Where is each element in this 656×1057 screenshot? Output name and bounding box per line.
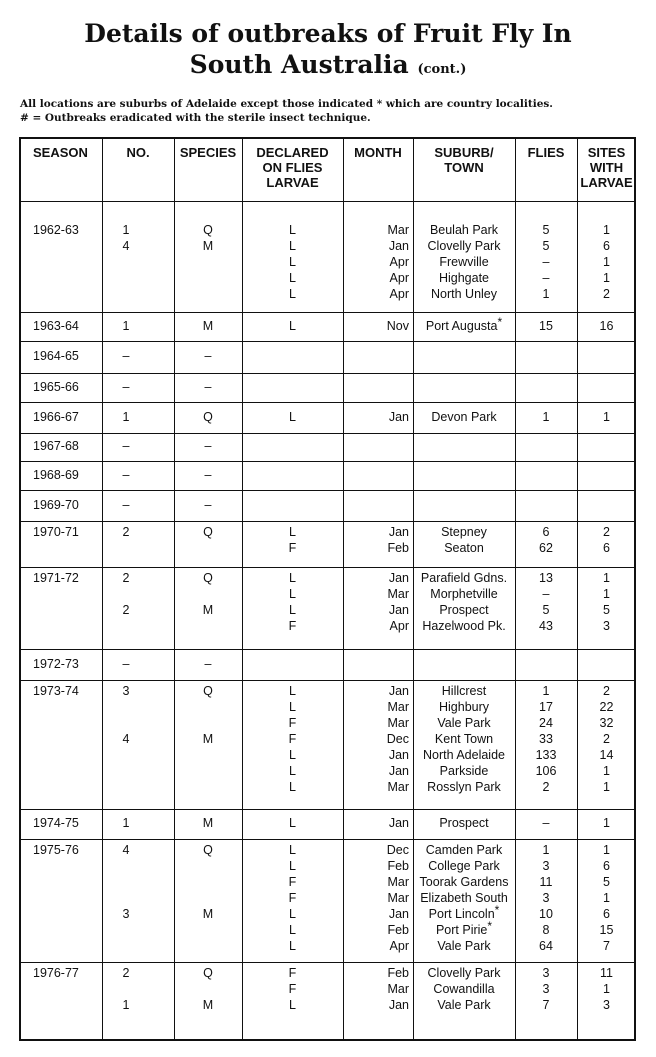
- season-cell: 1965-66: [33, 380, 79, 394]
- flies-cell: 7: [542, 998, 550, 1012]
- species-cell: Q: [203, 843, 213, 857]
- no-cell: 1: [122, 319, 130, 333]
- row-divider: [21, 461, 634, 462]
- flies-cell: 1: [542, 410, 550, 424]
- flies-cell: 3: [542, 982, 550, 996]
- no-cell: –: [122, 657, 130, 671]
- species-cell: Q: [203, 966, 213, 980]
- declared-cell: L: [289, 287, 296, 301]
- sites-cell: 16: [599, 319, 614, 333]
- month-cell: Jan: [388, 764, 409, 778]
- month-cell: Feb: [387, 923, 409, 937]
- declared-cell: F: [288, 966, 297, 980]
- flies-cell: 2: [542, 780, 550, 794]
- species-cell: M: [202, 816, 214, 830]
- town-cell: Prospect: [439, 816, 489, 830]
- row-divider: [21, 649, 634, 650]
- header-no: [102, 145, 174, 160]
- header-line: LARVAE: [580, 175, 633, 190]
- flies-cell: 5: [542, 223, 550, 237]
- declared-cell: F: [288, 716, 297, 730]
- row-divider: [21, 962, 634, 963]
- species-cell: Q: [203, 525, 213, 539]
- town-cell: Frewville: [439, 255, 489, 269]
- no-cell: 2: [122, 525, 130, 539]
- row-divider: [21, 567, 634, 568]
- month-cell: Mar: [387, 780, 409, 794]
- sites-cell: 11: [600, 966, 613, 980]
- species-cell: –: [204, 380, 212, 394]
- town-cell: Devon Park: [431, 410, 497, 424]
- flies-cell: 3: [542, 891, 550, 905]
- title-line-1: Details of outbreaks of Fruit Fly In: [84, 19, 572, 48]
- species-cell: –: [204, 468, 212, 482]
- town-cell: Kent Town: [434, 732, 494, 746]
- species-cell: Q: [203, 684, 213, 698]
- month-cell: Apr: [389, 271, 409, 285]
- declared-cell: L: [289, 780, 296, 794]
- flies-cell: 17: [539, 700, 553, 714]
- town-cell: Camden Park: [425, 843, 503, 857]
- flies-cell: 62: [539, 541, 553, 555]
- note-line-1: All locations are suburbs of Adelaide except those indicated * which are country localities.: [20, 98, 553, 110]
- species-cell: Q: [203, 223, 213, 237]
- season-cell: 1975-76: [33, 843, 79, 857]
- no-cell: –: [122, 468, 130, 482]
- country-locality-mark: *: [494, 903, 500, 917]
- flies-cell: 1: [542, 287, 550, 301]
- row-divider: [21, 839, 634, 840]
- header-line: SITES: [587, 145, 626, 160]
- declared-cell: F: [288, 732, 297, 746]
- sites-cell: 1: [603, 780, 610, 794]
- declared-cell: L: [289, 748, 296, 762]
- month-cell: Jan: [388, 239, 409, 253]
- flies-cell: 15: [539, 319, 553, 333]
- month-cell: Feb: [387, 859, 409, 873]
- no-cell: 2: [122, 571, 130, 585]
- town-cell: Stepney: [441, 525, 487, 539]
- town-cell: Elizabeth South: [420, 891, 508, 905]
- town-cell: Rosslyn Park: [427, 780, 501, 794]
- declared-cell: L: [289, 271, 296, 285]
- sites-cell: 1: [603, 816, 610, 830]
- flies-cell: 43: [539, 619, 553, 633]
- species-cell: M: [202, 907, 214, 921]
- sites-cell: 6: [603, 239, 610, 253]
- no-cell: –: [122, 439, 130, 453]
- month-cell: Apr: [389, 287, 409, 301]
- no-cell: 1: [122, 998, 130, 1012]
- header-line: WITH: [589, 160, 624, 175]
- header-line: DECLARED: [256, 145, 329, 160]
- season-cell: 1966-67: [33, 410, 79, 424]
- no-cell: –: [122, 349, 130, 363]
- flies-cell: 10: [539, 907, 553, 921]
- month-cell: Dec: [386, 843, 409, 857]
- season-cell: 1967-68: [33, 439, 79, 453]
- header-month: [343, 145, 413, 160]
- month-cell: Mar: [387, 716, 409, 730]
- season-cell: 1964-65: [33, 349, 79, 363]
- month-cell: Mar: [387, 982, 409, 996]
- no-cell: 2: [122, 966, 130, 980]
- month-cell: Jan: [388, 748, 409, 762]
- species-cell: M: [202, 239, 214, 253]
- declared-cell: L: [289, 319, 296, 333]
- town-cell: Port Lincoln*: [428, 903, 500, 921]
- town-cell: Cowandilla: [433, 982, 495, 996]
- declared-cell: L: [289, 239, 296, 253]
- declared-cell: F: [288, 619, 297, 633]
- sites-cell: 5: [603, 603, 610, 617]
- town-cell: Hazelwood Pk.: [422, 619, 506, 633]
- sites-cell: 3: [603, 619, 610, 633]
- sites-cell: 1: [603, 764, 610, 778]
- species-cell: M: [202, 603, 214, 617]
- declared-cell: L: [289, 700, 296, 714]
- sites-cell: 5: [603, 875, 610, 889]
- town-cell: Highbury: [438, 700, 490, 714]
- flies-cell: 5: [542, 603, 550, 617]
- header-town: [413, 145, 515, 175]
- declared-cell: F: [288, 982, 297, 996]
- month-cell: Mar: [387, 875, 409, 889]
- sites-cell: 15: [599, 923, 614, 937]
- header-line: LARVAE: [266, 175, 319, 190]
- sites-cell: 1: [603, 571, 610, 585]
- no-cell: 4: [122, 239, 130, 253]
- sites-cell: 2: [603, 525, 610, 539]
- no-cell: 3: [122, 684, 130, 698]
- season-cell: 1971-72: [33, 571, 79, 585]
- season-cell: 1970-71: [33, 525, 79, 539]
- sites-cell: 2: [603, 684, 610, 698]
- declared-cell: L: [289, 525, 296, 539]
- column-divider: [174, 139, 175, 1039]
- month-cell: Feb: [387, 541, 409, 555]
- species-cell: M: [202, 319, 214, 333]
- declared-cell: L: [289, 684, 296, 698]
- town-cell: Vale Park: [437, 716, 491, 730]
- page-title: [0, 18, 656, 85]
- season-cell: 1962-63: [33, 223, 79, 237]
- town-cell: Vale Park: [437, 939, 491, 953]
- flies-cell: 3: [542, 859, 550, 873]
- declared-cell: L: [289, 764, 296, 778]
- town-cell: Toorak Gardens: [419, 875, 509, 889]
- town-cell: Morphetville: [430, 587, 498, 601]
- no-cell: 4: [122, 843, 130, 857]
- note-line-2: # = Outbreaks eradicated with the sterile insect technique.: [20, 112, 371, 124]
- declared-cell: L: [289, 587, 296, 601]
- season-cell: 1968-69: [33, 468, 79, 482]
- month-cell: Nov: [386, 319, 409, 333]
- flies-cell: 1: [542, 684, 550, 698]
- month-cell: Mar: [387, 891, 409, 905]
- sites-cell: 1: [603, 982, 610, 996]
- sites-cell: 2: [603, 287, 610, 301]
- declared-cell: F: [288, 875, 297, 889]
- month-cell: Apr: [389, 255, 409, 269]
- month-cell: Jan: [388, 603, 409, 617]
- header-line: NO.: [126, 145, 150, 160]
- month-cell: Feb: [387, 966, 409, 980]
- outbreaks-table: [19, 137, 636, 1041]
- season-cell: 1974-75: [33, 816, 79, 830]
- flies-cell: –: [542, 271, 550, 285]
- declared-cell: L: [289, 923, 296, 937]
- species-cell: –: [204, 349, 212, 363]
- row-divider: [21, 680, 634, 681]
- country-locality-mark: *: [487, 919, 493, 933]
- sites-cell: 2: [603, 732, 610, 746]
- flies-cell: 24: [539, 716, 553, 730]
- header-line: SEASON: [33, 145, 88, 160]
- month-cell: Mar: [387, 587, 409, 601]
- sites-cell: 1: [603, 410, 610, 424]
- row-divider: [21, 521, 634, 522]
- flies-cell: 133: [535, 748, 557, 762]
- sites-cell: 14: [599, 748, 614, 762]
- row-divider: [21, 402, 634, 403]
- header-line: SUBURB/: [434, 145, 494, 160]
- title-suffix: (cont.): [417, 62, 467, 77]
- title-line-2-text: South Australia: [189, 50, 409, 79]
- declared-cell: L: [289, 571, 296, 585]
- month-cell: Dec: [386, 732, 409, 746]
- flies-cell: 11: [539, 875, 553, 889]
- no-cell: 4: [122, 732, 130, 746]
- month-cell: Apr: [389, 939, 409, 953]
- header-divider: [21, 201, 634, 202]
- declared-cell: L: [289, 939, 296, 953]
- town-cell: Port Augusta*: [425, 315, 503, 333]
- header-line: SPECIES: [179, 145, 237, 160]
- town-cell: Parafield Gdns.: [420, 571, 508, 585]
- row-divider: [21, 809, 634, 810]
- header-declared: [242, 145, 343, 190]
- town-cell: Port Pirie*: [435, 919, 493, 937]
- sites-cell: 1: [603, 843, 610, 857]
- flies-cell: 106: [535, 764, 557, 778]
- sites-cell: 6: [603, 907, 610, 921]
- header-sites: [577, 145, 636, 190]
- header-species: [174, 145, 242, 160]
- season-cell: 1976-77: [33, 966, 79, 980]
- month-cell: Jan: [388, 684, 409, 698]
- month-cell: Apr: [389, 619, 409, 633]
- no-cell: –: [122, 498, 130, 512]
- flies-cell: –: [542, 587, 550, 601]
- header-line: FLIES: [527, 145, 565, 160]
- town-cell: North Unley: [431, 287, 497, 301]
- column-divider: [102, 139, 103, 1039]
- town-cell: Clovelly Park: [427, 966, 501, 980]
- month-cell: Jan: [388, 816, 409, 830]
- flies-cell: –: [542, 255, 550, 269]
- declared-cell: L: [289, 907, 296, 921]
- species-cell: Q: [203, 571, 213, 585]
- town-cell: Highgate: [438, 271, 490, 285]
- row-divider: [21, 433, 634, 434]
- no-cell: 1: [122, 410, 130, 424]
- declared-cell: L: [289, 998, 296, 1012]
- flies-cell: 33: [539, 732, 553, 746]
- row-divider: [21, 341, 634, 342]
- declared-cell: L: [289, 816, 296, 830]
- season-cell: 1969-70: [33, 498, 79, 512]
- no-cell: 1: [122, 223, 130, 237]
- title-line-2: [0, 49, 656, 85]
- town-cell: Prospect: [439, 603, 489, 617]
- flies-cell: 64: [539, 939, 553, 953]
- month-cell: Mar: [387, 223, 409, 237]
- row-divider: [21, 312, 634, 313]
- flies-cell: 1: [542, 843, 550, 857]
- month-cell: Jan: [388, 998, 409, 1012]
- town-cell: College Park: [428, 859, 500, 873]
- species-cell: M: [202, 998, 214, 1012]
- flies-cell: 13: [539, 571, 553, 585]
- sites-cell: 1: [603, 271, 610, 285]
- declared-cell: L: [289, 223, 296, 237]
- town-cell: Vale Park: [437, 998, 491, 1012]
- flies-cell: 3: [542, 966, 550, 980]
- sites-cell: 1: [603, 255, 610, 269]
- column-divider: [343, 139, 344, 1039]
- season-cell: 1972-73: [33, 657, 79, 671]
- row-divider: [21, 373, 634, 374]
- header-flies: [515, 145, 577, 160]
- sites-cell: 32: [599, 716, 614, 730]
- sites-cell: 1: [603, 587, 610, 601]
- declared-cell: L: [289, 255, 296, 269]
- flies-cell: 6: [542, 525, 550, 539]
- species-cell: –: [204, 657, 212, 671]
- no-cell: 1: [122, 816, 130, 830]
- sites-cell: 22: [599, 700, 614, 714]
- declared-cell: L: [289, 843, 296, 857]
- month-cell: Jan: [388, 907, 409, 921]
- town-cell: Clovelly Park: [427, 239, 501, 253]
- flies-cell: 5: [542, 239, 550, 253]
- declared-cell: L: [289, 410, 296, 424]
- flies-cell: 8: [542, 923, 550, 937]
- declared-cell: F: [288, 891, 297, 905]
- month-cell: Mar: [387, 700, 409, 714]
- sites-cell: 1: [603, 891, 610, 905]
- sites-cell: 7: [603, 939, 610, 953]
- header-line: TOWN: [444, 160, 484, 175]
- sites-cell: 6: [603, 859, 610, 873]
- town-cell: Seaton: [444, 541, 484, 555]
- header-line: MONTH: [354, 145, 402, 160]
- town-cell: Parkside: [439, 764, 489, 778]
- flies-cell: –: [542, 816, 550, 830]
- header-season: [21, 145, 102, 160]
- species-cell: Q: [203, 410, 213, 424]
- declared-cell: L: [289, 603, 296, 617]
- sites-cell: 1: [603, 223, 610, 237]
- country-locality-mark: *: [497, 315, 503, 329]
- month-cell: Jan: [388, 410, 409, 424]
- species-cell: M: [202, 732, 214, 746]
- declared-cell: F: [288, 541, 297, 555]
- no-cell: 3: [122, 907, 130, 921]
- table-notes: [20, 97, 650, 125]
- sites-cell: 6: [603, 541, 610, 555]
- season-cell: 1973-74: [33, 684, 79, 698]
- town-cell: North Adelaide: [422, 748, 505, 762]
- no-cell: –: [122, 380, 130, 394]
- sites-cell: 3: [603, 998, 610, 1012]
- species-cell: –: [204, 439, 212, 453]
- row-divider: [21, 490, 634, 491]
- header-line: ON FLIES: [262, 160, 323, 175]
- no-cell: 2: [122, 603, 130, 617]
- town-cell: Beulah Park: [429, 223, 499, 237]
- species-cell: –: [204, 498, 212, 512]
- season-cell: 1963-64: [33, 319, 79, 333]
- declared-cell: L: [289, 859, 296, 873]
- month-cell: Jan: [388, 525, 409, 539]
- month-cell: Jan: [388, 571, 409, 585]
- town-cell: Hillcrest: [441, 684, 487, 698]
